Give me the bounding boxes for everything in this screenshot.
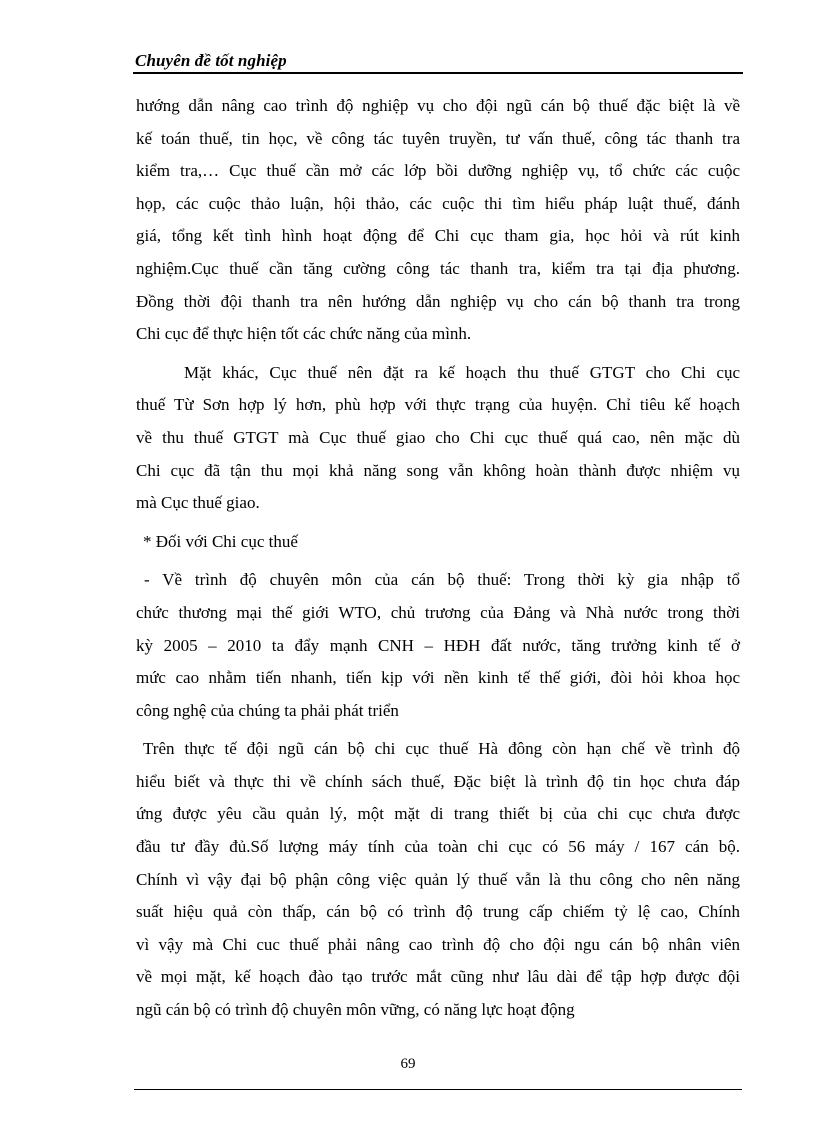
page-number: 69 (400, 1056, 416, 1072)
body-text (136, 90, 740, 1027)
text-line: Đồng thời đội thanh tra nên hướng dẫn nghiệp vụ cho cán bộ thanh tra trong (136, 291, 740, 311)
text-line: công nghệ của chúng ta phải phát triển (136, 700, 399, 720)
paragraph-1 (136, 90, 740, 351)
paragraph-4 (136, 564, 740, 727)
text-line: Chi cục đã tận thu mọi khả năng song vẫn không hoàn thành được nhiệm vụ (136, 460, 740, 480)
header-title: Chuyên đề tốt nghiệp (135, 51, 287, 70)
text-line: Chính vì vậy đại bộ phận công việc quản lý thuế vẫn là thu công cho nên năng (136, 869, 740, 889)
text-line: về mọi mặt, kế hoạch đào tạo trước mắt cũng như lâu dài để tập hợp được đội (136, 967, 740, 987)
text-line: chức thương mại thế giới WTO, chủ trương của Đảng và Nhà nước trong thời (136, 602, 740, 622)
text-line: thuế Từ Sơn hợp lý hơn, phù hợp với thực trạng của huyện. Chỉ tiêu kế hoạch (136, 395, 740, 415)
text-line: kiểm tra,… Cục thuế cần mở các lớp bồi dưỡng nghiệp vụ, tổ chức các cuộc (136, 161, 740, 181)
text-line: mà Cục thuế giao. (136, 493, 260, 513)
text-line: về thu thuế GTGT mà Cục thuế giao cho Chi cục thuế quá cao, nên mặc dù (136, 427, 740, 447)
text-line: ứng được yêu cầu quản lý, một mặt di trang thiết bị của chi cục chưa được (136, 804, 740, 824)
text-line: hiểu biết và thực thi về chính sách thuế, Đặc biệt là trình độ tin học chưa đáp (136, 771, 740, 791)
text-line: nghiệm.Cục thuế cần tăng cường công tác thanh tra, kiểm tra tại địa phương. (136, 258, 740, 278)
text-line: ngũ cán bộ có trình độ chuyên môn vững, có năng lực hoạt động (136, 1000, 575, 1020)
text-line: * Đối với Chi cục thuế (143, 531, 298, 551)
paragraph-5 (136, 733, 740, 1026)
section-heading (136, 526, 740, 559)
text-line: Chi cục để thực hiện tốt các chức năng của mình. (136, 324, 472, 344)
text-line: họp, các cuộc thảo luận, hội thảo, các cuộc thi tìm hiểu pháp luật thuế, đánh (136, 193, 740, 213)
text-line: kế toán thuế, tin học, về công tác tuyên truyền, tư vấn thuế, công tác thanh tra (136, 128, 740, 148)
text-line: hướng dẫn nâng cao trình độ nghiệp vụ cho đội ngũ cán bộ thuế đặc biệt là về (136, 96, 740, 115)
text-line: kỳ 2005 – 2010 ta đẩy mạnh CNH – HĐH đất nước, tăng trưởng kinh tế ở (136, 635, 740, 655)
text-line: mức cao nhằm tiến nhanh, tiến kịp với nền kinh tế thế giới, đòi hỏi khoa học (136, 668, 740, 688)
text-line: Mặt khác, Cục thuế nên đặt ra kế hoạch thu thuế GTGT cho Chi cục (184, 362, 740, 382)
text-line: giá, tổng kết tình hình hoạt động để Chi cục tham gia, học hỏi và rút kinh (136, 226, 740, 246)
text-line: Trên thực tế đội ngũ cán bộ chi cục thuế Hà đông còn hạn chế về trình độ (143, 739, 740, 759)
paragraph-2 (136, 357, 740, 520)
footer-rule (134, 1089, 742, 1090)
text-line: vì vậy mà Chi cuc thuế phải nâng cao trình độ cho đội ngu cán bộ nhân viên (136, 934, 740, 954)
page-header (133, 46, 743, 74)
text-line: đầu tư đầy đủ.Số lượng máy tính của toàn chi cục có 56 máy / 167 cán bộ. (136, 837, 740, 857)
text-line: - Về trình độ chuyên môn của cán bộ thuế: Trong thời kỳ gia nhập tổ (144, 570, 740, 590)
text-line: suất hiệu quả còn thấp, cán bộ có trình độ trung cấp chiếm tỷ lệ cao, Chính (136, 902, 740, 922)
